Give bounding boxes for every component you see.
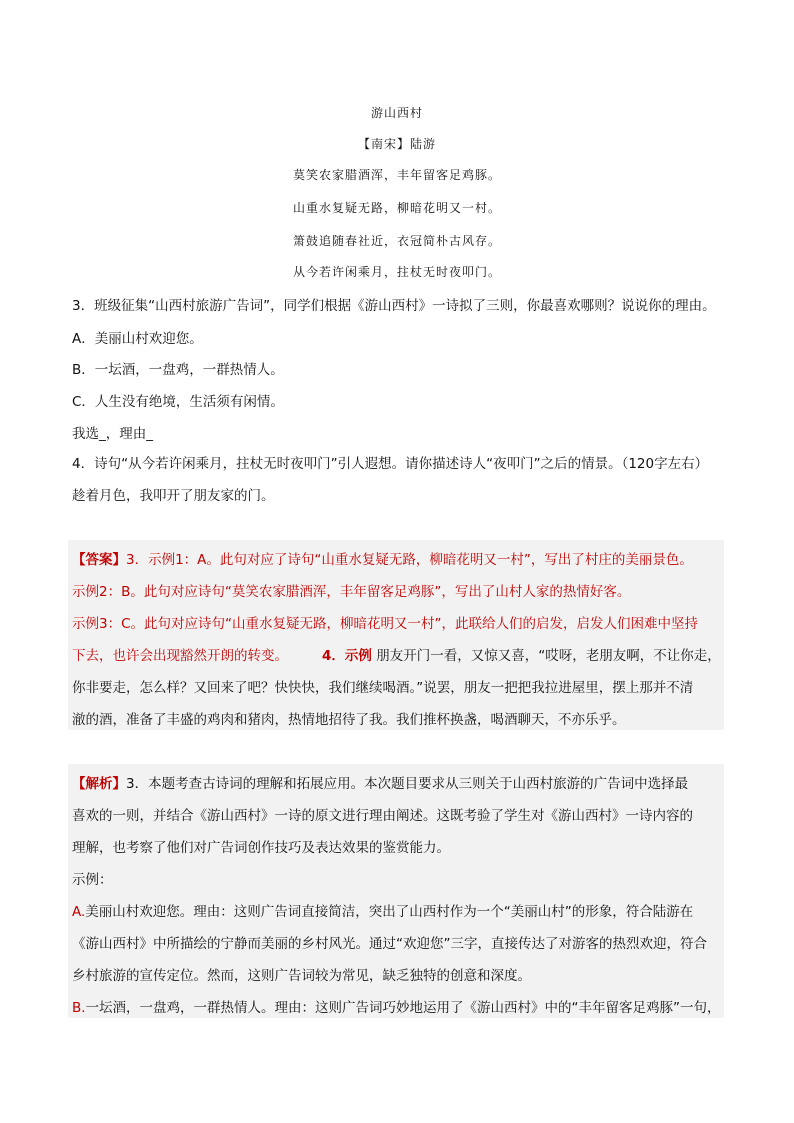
analysis-a-line: 乡村旅游的宣传定位。然而，这则广告词较为常见，缺乏独特的创意和深度。 (72, 968, 531, 984)
poem-author: 【南宋】陆游 (357, 137, 436, 151)
analysis-line: 理解，也考察了他们对广告词创作技巧及表达效果的鉴赏能力。 (72, 840, 450, 856)
analysis-example-heading: 示例： (72, 872, 113, 888)
answer-q4-label: 4．示例 (322, 648, 372, 664)
analysis-a-line: 《游山西村》中所描绘的宁静而美丽的乡村风光。通过“欢迎您”三字，直接传达了对游客的热烈欢迎，符合 (72, 936, 707, 952)
question-4-answer: 趁着月色，我叩开了朋友家的门。 (72, 488, 275, 504)
answer-q4-line: 澈的酒，准备了丰盛的鸡肉和猪肉，热情地招待了我。我们推杯换盏，喝酒聊天，不亦乐乎。 (72, 712, 626, 728)
question-3-option-c: C．人生没有绝境，生活须有闲情。 (72, 394, 284, 410)
analysis-b-line (72, 996, 721, 1016)
poem-line: 箫鼓追随春社近，衣冠简朴古风存。 (292, 234, 501, 248)
answer-tag: 【答案】 (72, 552, 126, 568)
question-3-option-a: A．美丽山村欢迎您。 (72, 331, 203, 347)
answer-section (68, 540, 724, 730)
analysis-b-text: 一坛酒，一盘鸡，一群热情人。理由：这则广告词巧妙地运用了《游山西村》中的“丰年留客足鸡豚”一句， (85, 1000, 721, 1016)
answer-example-1-text: 此句对应了诗句“山重水复疑无路，柳暗花明又一村”，写出了村庄的美丽景色。 (219, 552, 693, 568)
poem-line: 莫笑农家腊酒浑，丰年留客足鸡豚。 (292, 168, 501, 182)
answer-line (72, 548, 693, 568)
answer-line (72, 644, 721, 664)
answer-example-1-label: 3．示例1：A。 (126, 552, 220, 568)
analysis-tag: 【解析】 (72, 776, 126, 792)
analysis-text: 3．本题考查古诗词的理解和拓展应用。本次题目要求从三则关于山西村旅游的广告词中选择最 (126, 776, 689, 792)
poem-line: 山重水复疑无路，柳暗花明又一村。 (292, 201, 501, 215)
analysis-a-text: 美丽山村欢迎您。理由：这则广告词直接简洁，突出了山西村作为一个“美丽山村”的形象，符合陆游在 (85, 904, 694, 920)
answer-example-3-cont: 下去，也许会出现豁然开朗的转变。 (72, 648, 288, 664)
analysis-a-label: A. (72, 904, 86, 920)
answer-q4-text: 朋友开门一看，又惊又喜，“哎呀，老朋友啊，不让你走， (376, 648, 721, 664)
poem-title: 游山西村 (370, 106, 423, 120)
analysis-line (72, 772, 688, 792)
question-3-option-b: B．一坛酒，一盘鸡，一群热情人。 (72, 362, 284, 378)
question-3-fill: 我选_，理由_ (72, 426, 153, 442)
analysis-b-label: B. (72, 1000, 86, 1016)
question-4-stem: 4．诗句“从今若许闲乘月，拄杖无时夜叩门”引人遐想。请你描述诗人“夜叩门”之后的情景。（120字左右） (72, 456, 709, 472)
analysis-a-line (72, 900, 693, 920)
analysis-line: 喜欢的一则，并结合《游山西村》一诗的原文进行理由阐述。这既考验了学生对《游山西村》一诗内容的 (72, 808, 693, 824)
question-3-stem: 3．班级征集“山西村旅游广告词”，同学们根据《游山西村》一诗拟了三则，你最喜欢哪则？说说你的理由。 (72, 298, 716, 314)
answer-example-2: 示例2：B。此句对应诗句“莫笑农家腊酒浑，丰年留客足鸡豚”，写出了山村人家的热情好客。 (72, 584, 631, 600)
poem-line: 从今若许闲乘月，拄杖无时夜叩门。 (292, 265, 501, 279)
answer-example-3: 示例3：C。此句对应诗句“山重水复疑无路，柳暗花明又一村”，此联给人们的启发，启发人们困难中坚持 (72, 616, 699, 632)
answer-q4-line: 你非要走，怎么样？又回来了吧？快快快，我们继续喝酒。”说罢，朋友一把把我拉进屋里，摆上那并不清 (72, 680, 694, 696)
